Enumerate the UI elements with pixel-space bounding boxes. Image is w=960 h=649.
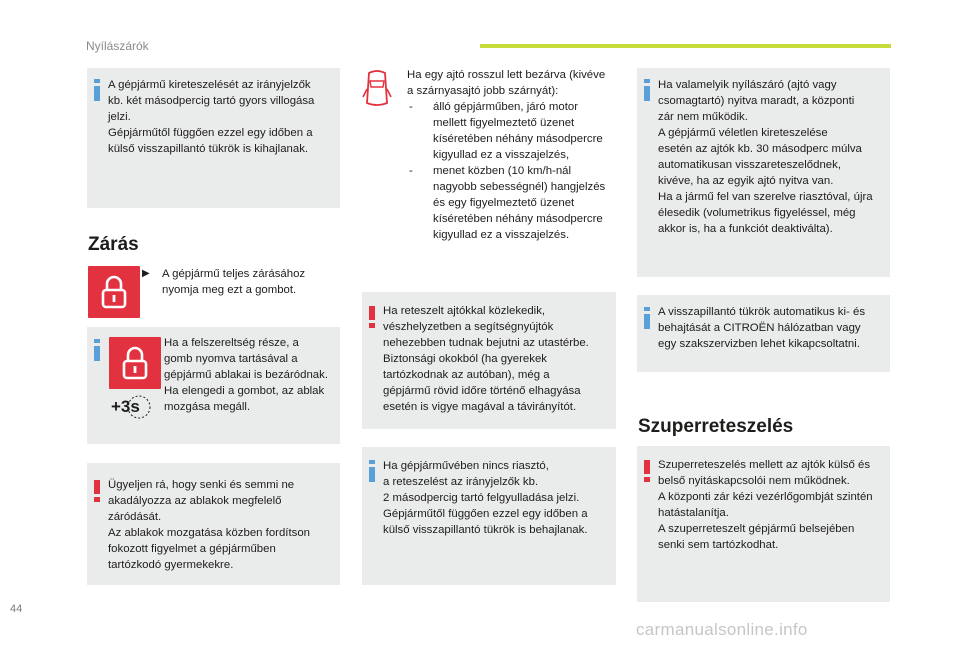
text-line: Ügyeljen rá, hogy senki és semmi ne [108,479,295,491]
section-header: Nyílászárók [86,39,149,53]
badge-text: +3s [111,397,140,416]
text-line: egy szakszervizben lehet kikapcsoltatni. [658,338,860,350]
info-icon [642,79,652,101]
text-line: külső visszapillantó tükrök is behajlanak. [383,524,588,536]
page-number: 44 [10,603,23,615]
text-line: élesedik (volumetrikus figyeléssel, még [658,207,856,219]
text-line: kigyullad ez a visszajelzés, [433,149,570,161]
list-item [407,163,617,243]
text-line: - álló gépjárműben, járó motor [433,101,578,113]
text-line: behajtását a CITROËN hálózatban vagy [658,322,861,334]
text-line: kíséretében néhány másodpercre [433,213,603,225]
text-line: akadályozza az ablakok megfelelő [108,495,282,507]
lock-instruction [142,266,332,298]
info-windows-text [164,335,339,415]
warning-locked-doors-text [383,303,615,415]
text-line: akkor is, ha a funkciót deaktiválta). [658,223,833,235]
info-icon [642,307,652,329]
text-line: a szárnyasajtó jobb szárnyát): [407,85,559,97]
info-open-door-text [658,77,890,237]
text-line: Ha a jármű fel van szerelve riasztóval, újra [658,191,873,203]
text-line: kigyullad ez a visszajelzés. [433,229,570,241]
section-title-zaras: Zárás [88,234,139,255]
text-line: mellett figyelmeztető üzenet [433,117,575,129]
text-line: Szuperreteszelés mellett az ajtók külső és [658,459,871,471]
padlock-icon [88,266,140,318]
info-icon [92,79,102,101]
text-line: - menet közben (10 km/h-nál [433,165,572,177]
text-line: Gépjárműtől függően ezzel egy időben a [383,508,588,520]
text-line: Ha gépjárművében nincs riasztó, [383,460,549,472]
text-line: tartózkodó gyermekekre. [108,559,234,571]
text-line: A gépjármű kireteszelését az irányjelzők [108,79,311,91]
door-warning-text [407,67,617,243]
warning-icon [367,306,377,328]
text-line: mozgása megáll. [164,401,251,413]
warning-icon [642,460,652,482]
text-line: nyomja meg ezt a gombot. [162,284,297,296]
text-line: automatikusan visszareteszelődnek, [658,159,841,171]
text-line: Ha a felszereltség része, a [164,337,299,349]
text-line: tartózkodnak az autóban), még a [383,369,550,381]
text-line: kivéve, ha az egyik ajtó nyitva van. [658,175,834,187]
text-line: Ha egy ajtó rosszul lett bezárva (kivéve [407,69,606,81]
hold-3s-badge [111,394,155,420]
text-line: Gépjárműtől függően ezzel egy időben a [108,127,313,139]
text-line: esetén is vigye magával a távirányítót. [383,401,577,413]
section-title-super: Szuperreteszelés [638,416,794,437]
text-line: hatástalanítja. [658,507,729,519]
header-accent-line [480,44,891,48]
door-condition-list [407,99,617,243]
lock-button-image [88,266,140,318]
text-line: A szuperreteszelt gépjármű belsejében [658,523,855,535]
padlock-icon [109,337,161,389]
text-line: gomb nyomva tartásával a [164,353,298,365]
text-line: nagyobb sebességnél) hangjelzés [433,181,606,193]
info-no-alarm-text [383,458,615,538]
text-line: a reteszelést az irányjelzők kb. [383,476,539,488]
text-line: Az ablakok mozgatása közben fordítson [108,527,310,539]
watermark: carmanualsonline.info [636,620,808,639]
text-line: gépjármű ablakai is bezáródnak. [164,369,328,381]
text-line: és egy figyelmeztető üzenet [433,197,575,209]
text-line: A gépjármű teljes zárásához [162,268,306,280]
text-line: csomagtartó) nyitva maradt, a központi [658,95,855,107]
text-line: gépjármű rövid időre történő elhagyása [383,385,581,397]
text-line: A visszapillantó tükrök automatikus ki- és [658,306,866,318]
text-line: A központi zár kézi vezérlőgombját szintén [658,491,873,503]
text-line: zár nem működik. [658,111,748,123]
text-line: fokozott figyelmet a gépjárműben [108,543,276,555]
text-line: Biztonsági okokból (ha gyerekek [383,353,547,365]
text-line: Ha elengedi a gombot, az ablak [164,385,325,397]
text-line: nehezebben tudnak bejutni az utastérbe. [383,337,589,349]
info-unlocking-text [108,77,338,157]
text-line: külső visszapillantó tükrök is kihajlanak. [108,143,309,155]
bullet-arrow-icon: ▶ [142,268,150,279]
info-icon [367,460,377,482]
text-line: belső nyitáskapcsolói nem működnek. [658,475,850,487]
text-line: záródását. [108,511,162,523]
text-line: vészhelyzetben a segítségnyújtók [383,321,554,333]
text-line: kíséretében néhány másodpercre [433,133,603,145]
warning-icon [92,480,102,502]
text-line: jelzi. [108,111,131,123]
text-line: Ha valamelyik nyílászáró (ajtó vagy [658,79,837,91]
list-item [407,99,617,163]
info-mirrors-text [658,304,890,352]
text-line: A gépjármű véletlen kireteszelése [658,127,828,139]
warning-windows-text [108,477,338,573]
text-line: senki sem tartózkodhat. [658,539,779,551]
info-icon [92,339,102,361]
text-line: 2 másodpercig tartó felgyulladása jelzi. [383,492,580,504]
door-open-warning-icon [362,67,392,109]
lock-button-image [109,337,161,389]
text-line: Ha reteszelt ajtókkal közlekedik, [383,305,546,317]
text-line: esetén az ajtók kb. 30 másodperc múlva [658,143,862,155]
warning-super-text [658,457,890,553]
text-line: kb. két másodpercig tartó gyors villogása [108,95,315,107]
